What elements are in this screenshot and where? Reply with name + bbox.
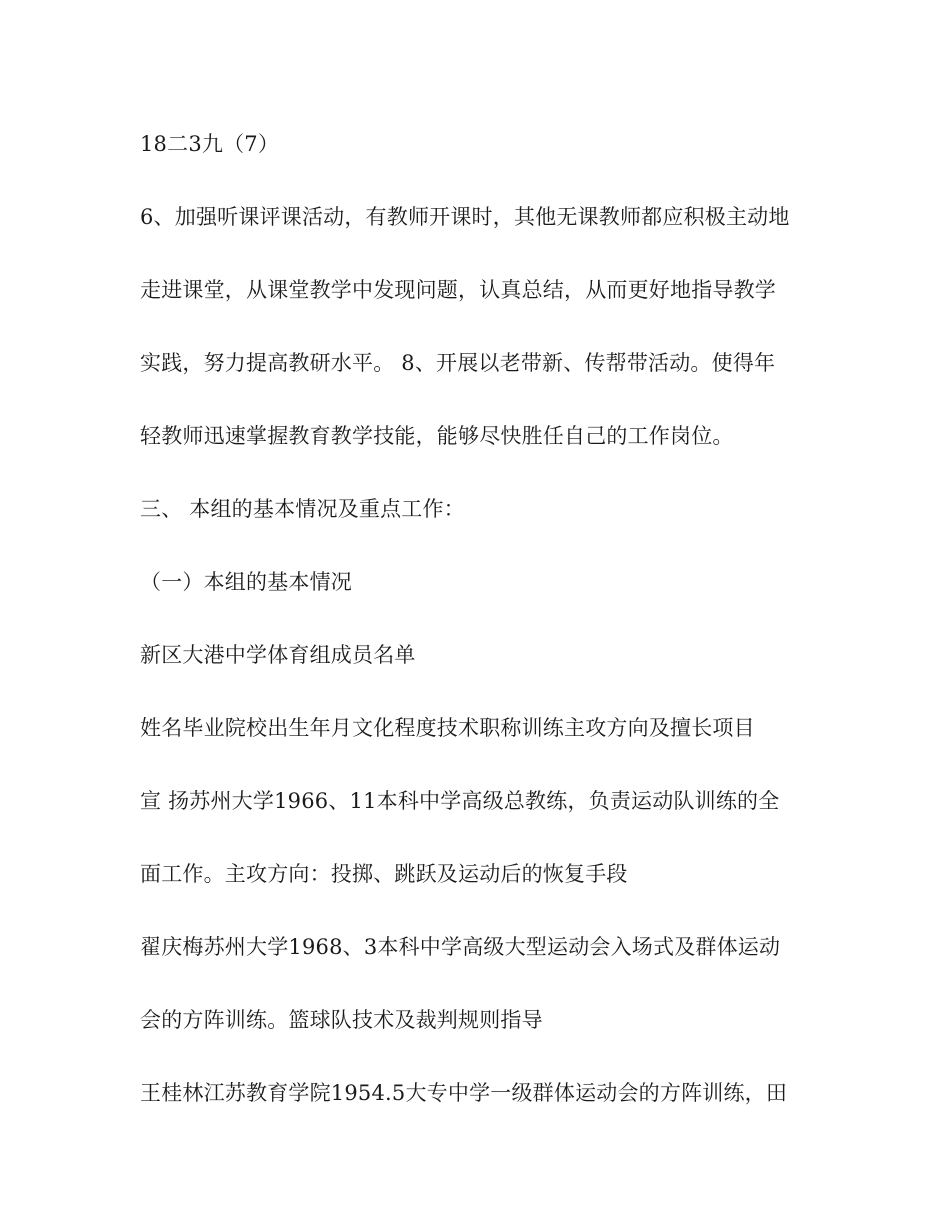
roster-entry-2: 翟庆梅苏州大学1968、3本科中学高级大型运动会入场式及群体运动	[140, 935, 781, 959]
roster-title: 新区大港中学体育组成员名单	[140, 643, 416, 667]
text-line-2: 6、加强听课评课活动，有教师开课时，其他无课教师都应积极主动地	[140, 205, 790, 229]
subsection-heading: （一）本组的基本情况	[140, 570, 352, 594]
section-heading: 三、 本组的基本情况及重点工作：	[140, 497, 465, 521]
text-line-5: 轻教师迅速掌握教育教学技能，能够尽快胜任自己的工作岗位。	[140, 424, 734, 448]
roster-entry-3: 王桂林江苏教育学院1954.5大专中学一级群体运动会的方阵训练，田	[140, 1081, 788, 1105]
text-line-4: 实践，努力提高教研水平。 8、开展以老带新、传帮带活动。使得年	[140, 351, 776, 375]
roster-entry-1-cont: 面工作。主攻方向：投掷、跳跃及运动后的恢复手段	[140, 862, 628, 886]
roster-header: 姓名毕业院校出生年月文化程度技术职称训练主攻方向及擅长项目	[140, 716, 755, 740]
roster-entry-1: 宣 扬苏州大学1966、11本科中学高级总教练，负责运动队训练的全	[140, 789, 780, 813]
text-line-3: 走进课堂，从课堂教学中发现问题，认真总结，从而更好地指导教学	[140, 278, 776, 302]
roster-entry-2-cont: 会的方阵训练。篮球队技术及裁判规则指导	[140, 1008, 543, 1032]
text-line-1: 18二3九（7）	[140, 132, 280, 156]
